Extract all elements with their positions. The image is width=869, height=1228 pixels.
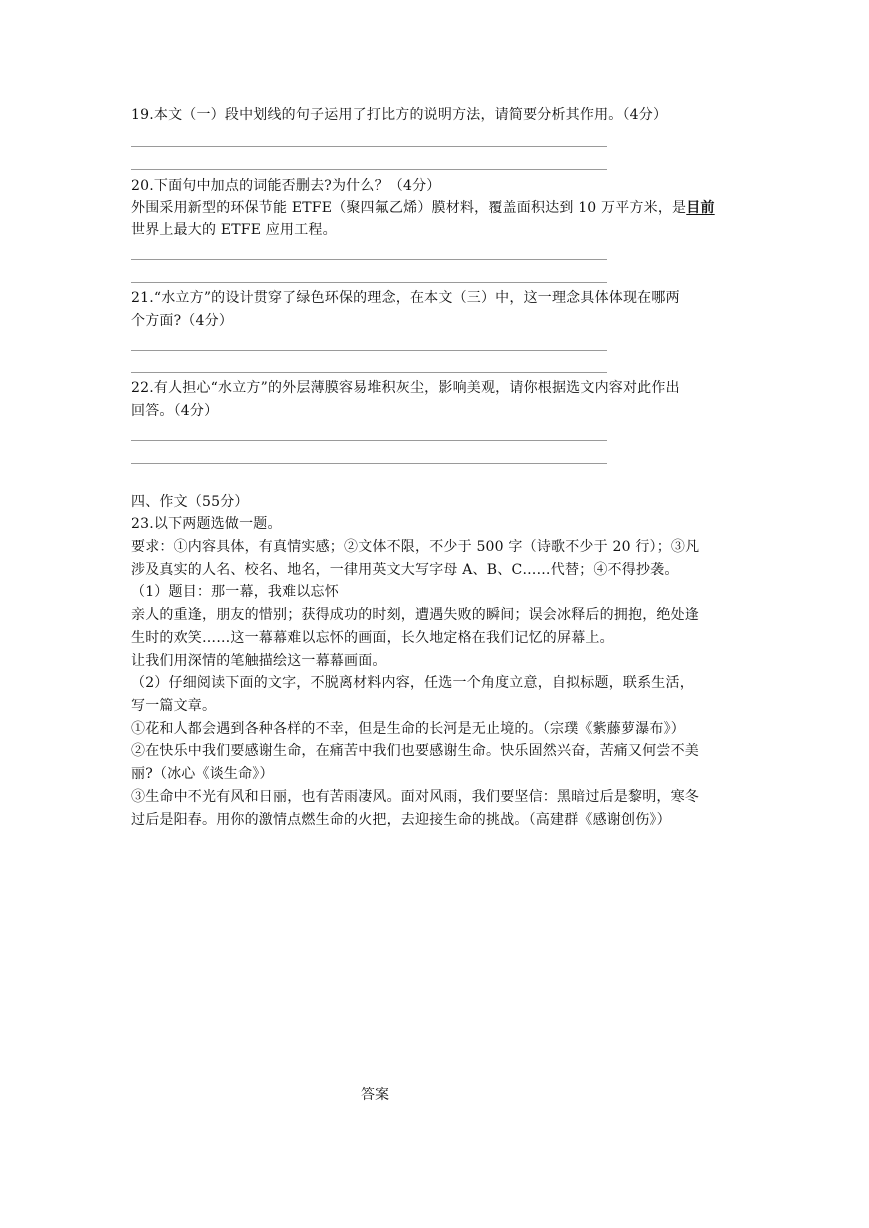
answer-line	[131, 259, 607, 260]
question-22-line1: 22.有人担心“水立方”的外层薄膜容易堆积灰尘，影响美观，请你根据选文内容对此作出	[131, 380, 680, 396]
quote-2-line1: ②在快乐中我们要感谢生命，在痛苦中我们也要感谢生命。快乐固然兴奋，苦痛又何尝不美	[131, 743, 699, 759]
answer-line	[131, 282, 607, 283]
question-22-line2: 回答。（4分）	[131, 403, 219, 419]
answer-line	[131, 463, 607, 464]
quote-2-line2: 丽?（冰心《谈生命》）	[131, 766, 274, 782]
answer-heading: 答案	[361, 1087, 389, 1103]
answer-line	[131, 440, 607, 441]
answer-line	[131, 350, 607, 351]
topic1-line1: 亲人的重逢，朋友的惜别；获得成功的时刻，遭遇失败的瞬间；误会冰释后的拥抱，绝处逢	[131, 607, 699, 623]
question-21-line2: 个方面?（4分）	[131, 313, 234, 329]
sentence-text: 外围采用新型的环保节能 ETFE（聚四氟乙烯）膜材料，覆盖面积达到 10 万平方米，是	[131, 200, 687, 216]
requirements-line2: 涉及真实的人名、校名、地名，一律用英文大写字母 A、B、C……代替；④不得抄袭。	[131, 562, 679, 578]
question-21-line1: 21.“水立方”的设计贯穿了绿色环保的理念，在本文（三）中，这一理念具体体现在哪两	[131, 290, 680, 306]
topic1-line3: 让我们用深情的笔触描绘这一幕幕画面。	[131, 653, 387, 669]
section-heading: 四、作文（55分）	[131, 494, 249, 510]
question-19: 19.本文（一）段中划线的句子运用了打比方的说明方法，请简要分析其作用。（4分）	[131, 107, 668, 123]
quote-3-line2: 过后是阳春。用你的激情点燃生命的火把，去迎接生命的挑战。（高建群《感谢创伤》）	[131, 812, 671, 828]
question-23: 23.以下两题选做一题。	[131, 516, 282, 532]
quote-3-line1: ③生命中不光有风和日丽，也有苦雨凄风。面对风雨，我们要坚信：黑暗过后是黎明，寒冬	[131, 789, 699, 805]
topic2-line1: （2）仔细阅读下面的文字，不脱离材料内容，任选一个角度立意，自拟标题，联系生活，	[131, 675, 694, 691]
topic2-line2: 写一篇文章。	[131, 698, 217, 714]
topic1-line2: 生时的欢笑……这一幕幕难以忘怀的画面，长久地定格在我们记忆的屏幕上。	[131, 630, 614, 646]
question-20: 20.下面句中加点的词能否删去?为什么？（4分）	[131, 178, 441, 194]
question-20-sentence-cont: 世界上最大的 ETFE 应用工程。	[131, 222, 337, 238]
question-20-sentence	[131, 198, 715, 218]
quote-1: ①花和人都会遇到各种各样的不幸，但是生命的长河是无止境的。（宗璞《紫藤萝瀑布》）	[131, 721, 685, 737]
requirements-line1: 要求：①内容具体，有真情实感；②文体不限，不少于 500 字（诗歌不少于 20 行）；③凡	[131, 539, 700, 555]
topic1-title: （1）题目：那一幕，我难以忘怀	[131, 584, 339, 600]
answer-line	[131, 146, 607, 147]
answer-line	[131, 169, 607, 170]
answer-line	[131, 372, 607, 373]
emphasized-word: 目前	[686, 200, 715, 216]
